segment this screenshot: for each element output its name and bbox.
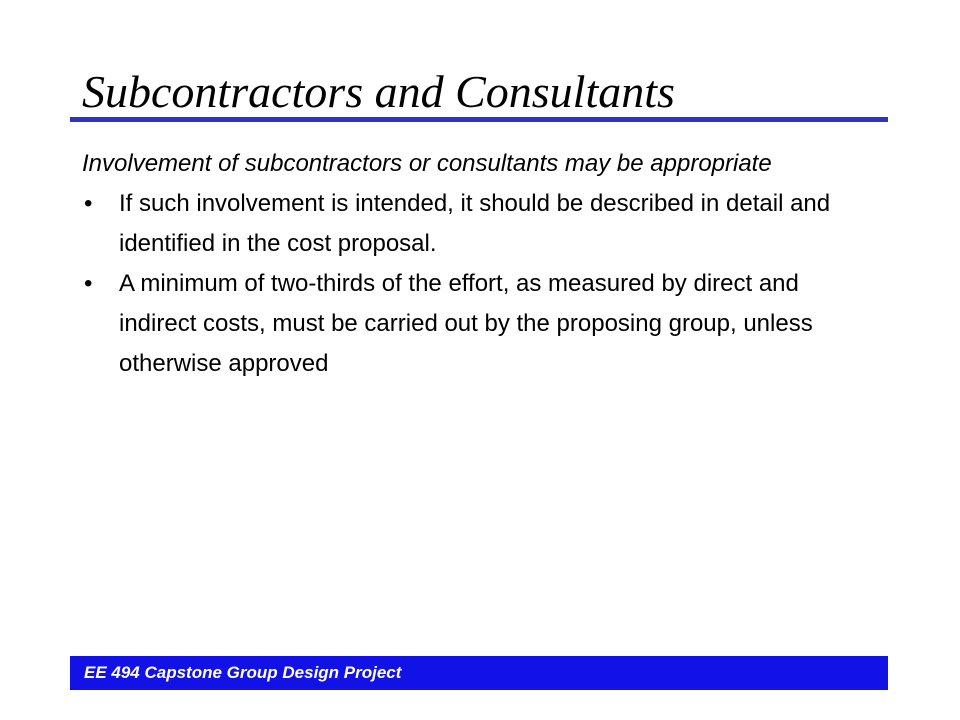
slide-body (82, 146, 882, 384)
slide-title: Subcontractors and Consultants (82, 66, 675, 117)
title-underline (70, 117, 888, 122)
bullet-item (82, 184, 882, 264)
intro-text: Involvement of subcontractors or consultants may be appropriate (82, 150, 772, 177)
footer-bar (70, 656, 888, 690)
bullet-marker: • (84, 190, 93, 217)
footer-text: EE 494 Capstone Group Design Project (84, 663, 402, 682)
bullet-text: If such involvement is intended, it should be described in detail and identified in the cost proposal. (119, 190, 831, 257)
bullet-marker: • (84, 270, 93, 297)
bullet-list (82, 184, 882, 384)
bullet-item (82, 264, 882, 384)
bullet-text: A minimum of two-thirds of the effort, as measured by direct and indirect costs, must be carried out by the proposing group, unless otherwise approved (119, 270, 813, 377)
